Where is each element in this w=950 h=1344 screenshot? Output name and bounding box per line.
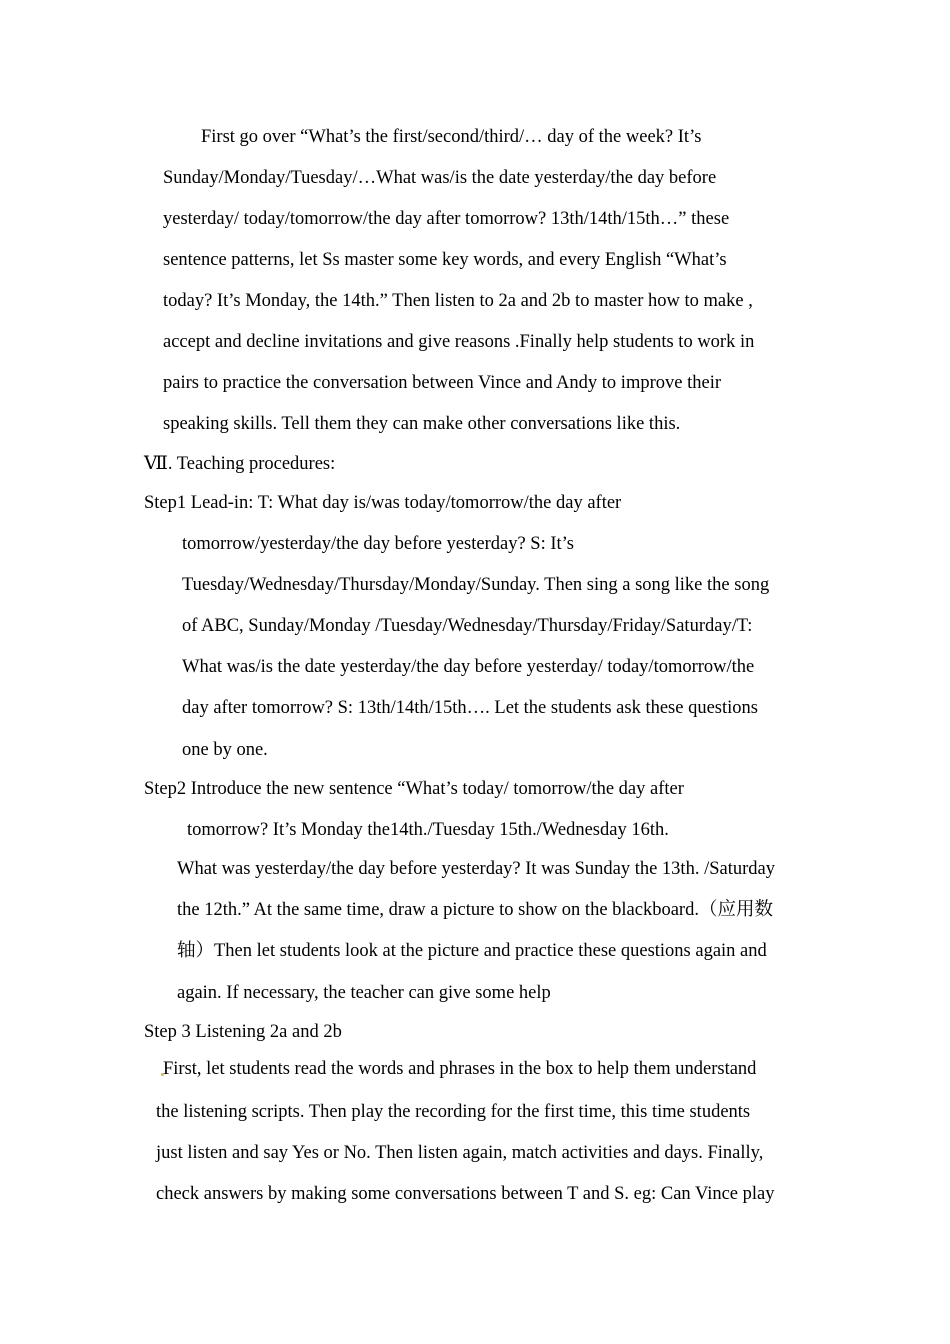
step1-line-1: Step1 Lead-in: T: What day is/was today/tomorrow/the day after [144, 493, 622, 513]
step3-heading: Step 3 Listening 2a and 2b [144, 1022, 342, 1042]
step1-line-6: day after tomorrow? S: 13th/14th/15th…. Let the students ask these questions [182, 698, 758, 718]
step2-line-5: 轴）Then let students look at the picture and practice these questions again and [177, 941, 767, 961]
intro-line-2: Sunday/Monday/Tuesday/…What was/is the date yesterday/the day before [163, 168, 717, 188]
intro-line-1: First go over “What’s the first/second/third/… day of the week? It’s [201, 127, 702, 147]
step1-line-7: one by one. [182, 740, 268, 760]
intro-line-3: yesterday/ today/tomorrow/the day after tomorrow? 13th/14th/15th…” these [163, 209, 730, 229]
step3-line-1 [162, 1057, 756, 1081]
intro-line-7: pairs to practice the conversation between Vince and Andy to improve their [163, 373, 721, 393]
intro-line-8: speaking skills. Tell them they can make other conversations like this. [163, 414, 681, 434]
step2-line-1: Step2 Introduce the new sentence “What’s today/ tomorrow/the day after [144, 779, 684, 799]
step3-line-2: the listening scripts. Then play the recording for the first time, this time students [156, 1102, 751, 1122]
step2-line-4: the 12th.” At the same time, draw a picture to show on the blackboard.（应用数 [177, 900, 773, 920]
step1-line-5: What was/is the date yesterday/the day before yesterday/ today/tomorrow/the [182, 657, 755, 677]
intro-line-4: sentence patterns, let Ss master some key words, and every English “What’s [163, 250, 727, 270]
intro-line-6: accept and decline invitations and give reasons .Finally help students to work in [163, 332, 755, 352]
step2-line-3: What was yesterday/the day before yesterday? It was Sunday the 13th. /Saturday [177, 859, 775, 879]
intro-line-5: today? It’s Monday, the 14th.” Then listen to 2a and 2b to master how to make , [163, 291, 753, 311]
step3-line-1-text: First, let students read the words and phrases in the box to help them understand [163, 1059, 757, 1079]
step2-line-6: again. If necessary, the teacher can give some help [177, 983, 551, 1003]
step1-line-3: Tuesday/Wednesday/Thursday/Monday/Sunday. Then sing a song like the song [182, 575, 770, 595]
step1-line-4: of ABC, Sunday/Monday /Tuesday/Wednesday/Thursday/Friday/Saturday/T: [182, 616, 753, 636]
step3-line-3: just listen and say Yes or No. Then listen again, match activities and days. Finally, [156, 1143, 764, 1163]
step1-line-2: tomorrow/yesterday/the day before yesterday? S: It’s [182, 534, 574, 554]
step2-line-2: tomorrow? It’s Monday the14th./Tuesday 15th./Wednesday 16th. [187, 820, 669, 840]
step3-line-4: check answers by making some conversations between T and S. eg: Can Vince play [156, 1184, 775, 1204]
section-heading: Ⅶ. Teaching procedures: [144, 454, 336, 474]
